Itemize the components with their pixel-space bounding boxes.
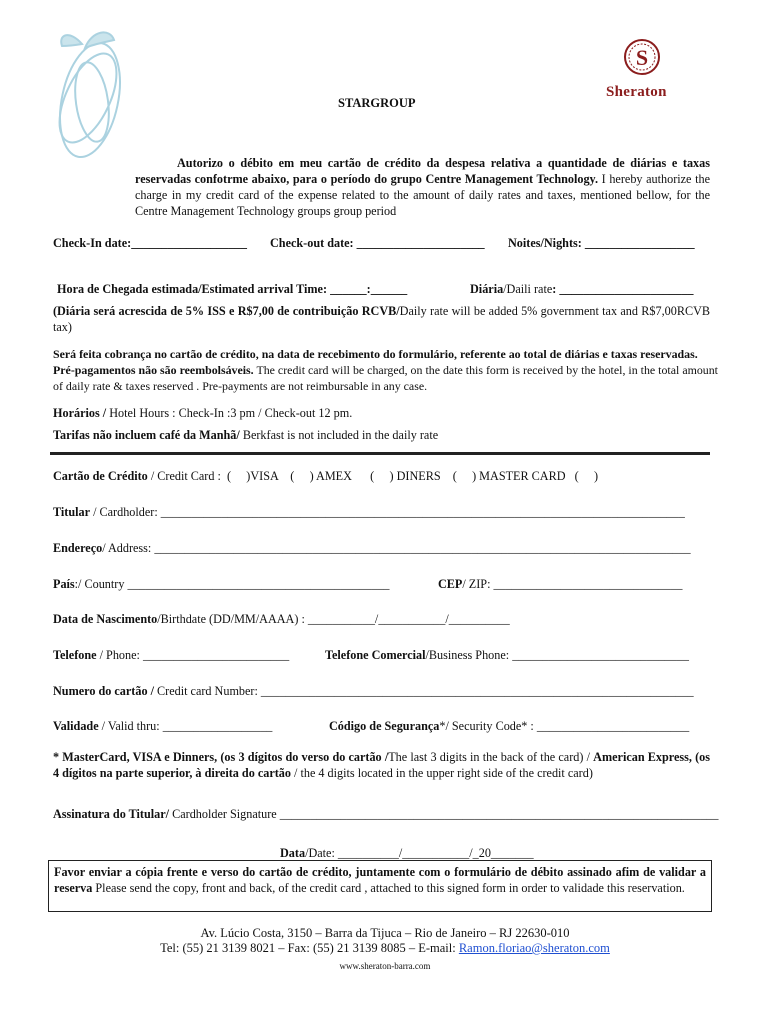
charge-notice-detail <box>53 362 718 394</box>
instruction-box <box>48 860 712 912</box>
hotel-hours-text: Hotel Hours : Check-In :3 pm / Check-out 12 pm. <box>106 406 353 420</box>
tax-note <box>53 303 710 335</box>
footer-address: Av. Lúcio Costa, 3150 – Barra da Tijuca – Rio de Janeiro – RJ 22630-010 <box>200 926 570 940</box>
breakfast-note-pt: Tarifas não incluem café da Manhã/ <box>53 428 240 442</box>
charge-notice-en: The credit card will be charged, on the date this form is received by the hotel, in the total amount of daily rate & taxes reserved . Pre-payments are not reimbursable in any case. <box>53 363 718 393</box>
decorative-swirl-graphic <box>30 20 150 170</box>
breakfast-note-en: Berkfast is not included in the daily rate <box>239 428 439 442</box>
card-number-label: Numero do cartão / <box>53 684 154 698</box>
sheraton-brand-name: Sheraton <box>606 84 667 100</box>
phone-label: Telefone <box>53 648 97 662</box>
instruction-text-pt: Favor enviar a cópia frente e verso do cartão de crédito, juntamente com o formulário de débito assinado afim de validar a reserva <box>54 865 706 895</box>
address-label: Endereço <box>53 541 103 555</box>
sheraton-logo-icon <box>622 36 662 82</box>
instruction-text-en: Please send the copy, front and back, of the credit card , attached to this signed form in order to validade this reservation. <box>92 881 685 895</box>
footer-email-link[interactable]: Ramon.floriao@sheraton.com <box>458 941 610 955</box>
signature-blank[interactable]: Cardholder Signature ________________________________________________________________________ <box>169 807 719 821</box>
date-field[interactable] <box>280 846 534 861</box>
security-note-mc-visa-en: The last 3 digits in the back of the card) / <box>388 750 594 764</box>
valid-thru-field[interactable] <box>53 719 272 734</box>
card-number-blank[interactable]: Credit card Number: _______________________________________________________________________ <box>153 684 694 698</box>
security-code-label: Código de Segurança <box>329 719 440 733</box>
arrival-time-field[interactable]: Hora de Chegada estimada/Estimated arrival Time: ______:______ <box>57 282 408 296</box>
security-code-note <box>53 749 710 781</box>
security-note-amex: American Express, (os 4 dígitos na parte superior, à direita do cartão <box>53 750 711 780</box>
birthdate-blank[interactable]: /Birthdate (DD/MM/AAAA) : ___________/___________/__________ <box>157 612 510 626</box>
birthdate-label: Data de Nascimento <box>53 612 158 626</box>
country-label: País <box>53 577 75 591</box>
signature-field[interactable] <box>53 807 718 822</box>
security-code-blank[interactable]: */ Security Code* : _________________________ <box>439 719 690 733</box>
card-number-field[interactable] <box>53 684 694 699</box>
daily-rate-field[interactable] <box>470 282 693 297</box>
birthdate-field[interactable] <box>53 612 510 627</box>
zip-label: CEP <box>438 577 463 591</box>
credit-card-type-field[interactable] <box>53 469 598 484</box>
daily-rate-label-en: /Daili rate <box>503 282 553 296</box>
section-divider <box>50 452 710 455</box>
page-title: STARGROUP <box>338 96 416 110</box>
cardholder-blank[interactable]: / Cardholder: ______________________________________________________________________________________ <box>90 505 685 519</box>
phone-blank[interactable]: / Phone: ________________________ <box>96 648 290 662</box>
valid-thru-label: Validade <box>53 719 99 733</box>
date-label: Data <box>280 846 306 860</box>
country-field[interactable] <box>53 577 390 592</box>
cardholder-field[interactable] <box>53 505 685 520</box>
checkout-date-field[interactable]: Check-out date: _____________________ <box>270 236 485 250</box>
date-blank[interactable]: /Date: __________/___________/_20_______ <box>305 846 534 860</box>
hotel-hours-label: Horários / <box>53 406 107 420</box>
footer-phone-fax: Tel: (55) 21 3139 8021 – Fax: (55) 21 3139 8085 – E-mail: <box>160 941 459 955</box>
footer-contact <box>0 941 770 956</box>
security-code-field[interactable] <box>329 719 689 734</box>
footer-website[interactable]: www.sheraton-barra.com <box>339 961 431 971</box>
authorization-text-en: I hereby authorize the charge in my credit card of the expense related to the amount of daily rates and taxes, mentioned bellow, for the Centre Management Technology groups group period <box>135 172 710 218</box>
svg-text:S: S <box>635 45 649 70</box>
cardholder-label: Titular <box>53 505 91 519</box>
checkin-date-field[interactable]: Check-In date:___________________ <box>53 236 247 250</box>
country-blank[interactable]: :/ Country ___________________________________________ <box>74 577 390 591</box>
address-field[interactable] <box>53 541 691 556</box>
business-phone-field[interactable] <box>325 648 689 663</box>
charge-notice <box>53 346 718 394</box>
breakfast-note <box>53 428 438 443</box>
zip-blank[interactable]: / ZIP: _______________________________ <box>462 577 683 591</box>
security-note-amex-en: / the 4 digits located in the upper right side of the credit card) <box>291 766 593 780</box>
zip-field[interactable] <box>438 577 682 592</box>
authorization-text-pt: Autorizo o débito em meu cartão de crédito da despesa relativa a quantidade de diárias e taxas reservadas confotrme abaixo, para o período do grupo Centre Management Technology. <box>135 156 710 186</box>
authorization-paragraph <box>135 155 710 219</box>
business-phone-label: Telefone Comercial <box>325 648 426 662</box>
nights-field[interactable]: Noites/Nights: __________________ <box>508 236 695 250</box>
prepayment-notice: Pré-pagamentos não são reembolsáveis. <box>53 363 254 377</box>
daily-rate-label: Diária <box>470 282 504 296</box>
tax-note-en: Daily rate will be added 5% government tax and R$7,00RCVB tax) <box>53 304 711 334</box>
address-blank[interactable]: / Address: ________________________________________________________________________________________ <box>102 541 691 555</box>
daily-rate-blank: : ______________________ <box>552 282 694 296</box>
business-phone-blank[interactable]: /Business Phone: _____________________________ <box>425 648 689 662</box>
credit-card-label: Cartão de Crédito <box>53 469 148 483</box>
credit-card-options[interactable]: / Credit Card : ( )VISA ( ) AMEX ( ) DINERS ( ) MASTER CARD ( ) <box>147 469 599 483</box>
hotel-hours <box>53 406 352 421</box>
signature-label: Assinatura do Titular/ <box>53 807 170 821</box>
security-note-mc-visa: * MasterCard, VISA e Dinners, (os 3 dígitos do verso do cartão / <box>53 750 389 764</box>
tax-note-pt: (Diária será acrescida de 5% ISS e R$7,00 de contribuição RCVB/ <box>53 304 400 318</box>
charge-notice-pt: Será feita cobrança no cartão de crédito, na data de recebimento do formulário, referente ao total de diárias e taxas reservadas. <box>53 347 698 361</box>
valid-thru-blank[interactable]: / Valid thru: __________________ <box>98 719 273 733</box>
phone-field[interactable] <box>53 648 289 663</box>
